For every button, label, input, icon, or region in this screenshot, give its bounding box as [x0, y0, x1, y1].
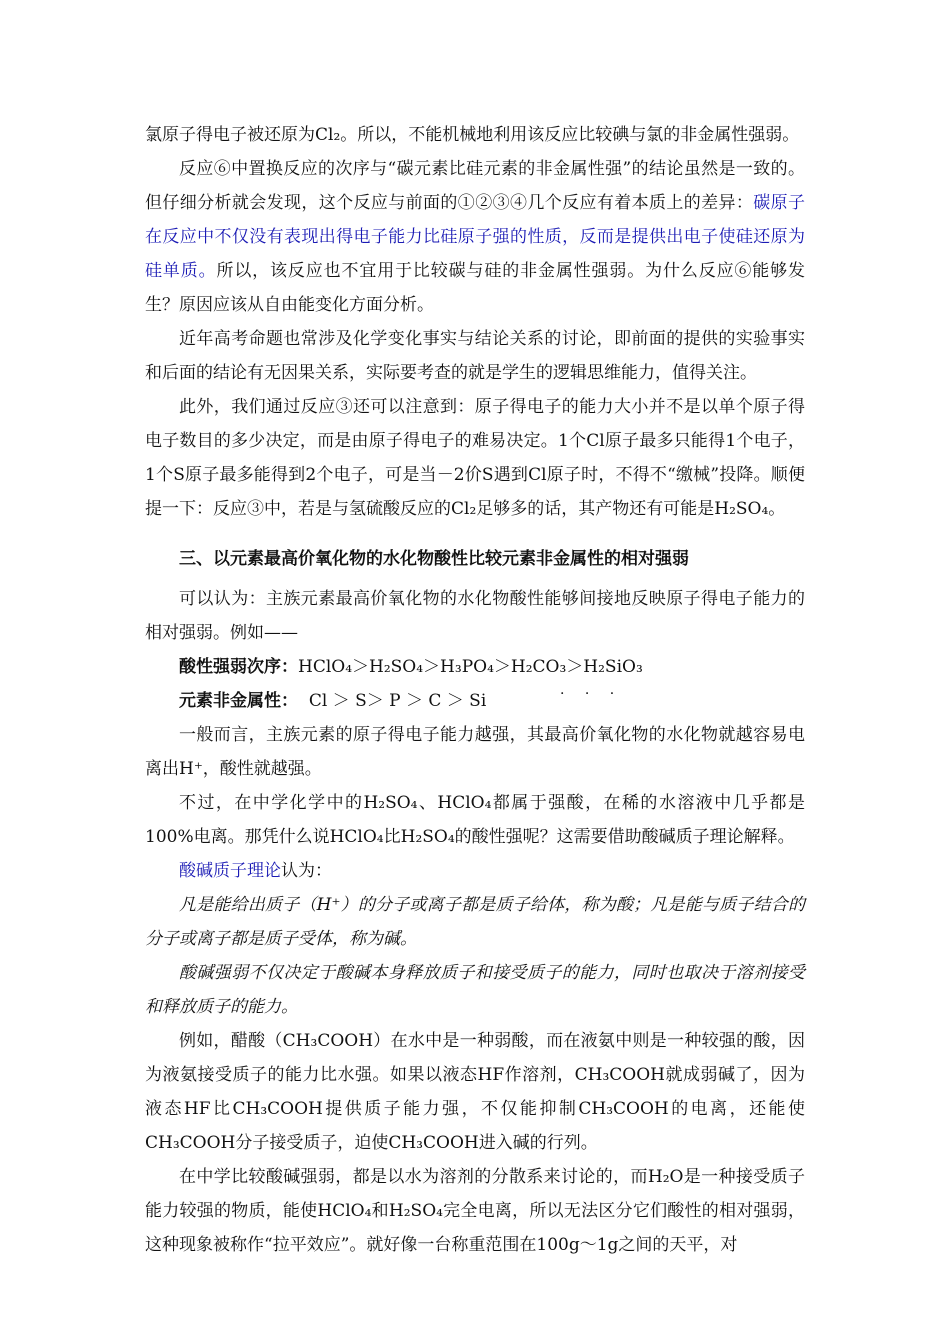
paragraph: [145, 854, 805, 888]
acid-order-row: [145, 650, 805, 684]
emphasis-dots: · · ·: [560, 686, 623, 702]
text-run: 认为：: [281, 861, 332, 881]
paragraph: 可以认为：主族元素最高价氧化物的水化物酸性能够间接地反映原子得电子能力的相对强弱。例如——: [145, 589, 805, 643]
theory-label: 酸碱质子理论: [179, 861, 281, 881]
paragraph: 一般而言，主族元素的原子得电子能力越强，其最高价氧化物的水化物就越容易电离出H⁺，酸性就越强。: [145, 725, 805, 779]
paragraph: [145, 152, 805, 322]
section-heading: 三、以元素最高价氧化物的水化物酸性比较元素非金属性的相对强弱: [179, 549, 689, 569]
paragraph: 例如，醋酸（CH₃COOH）在水中是一种弱酸，而在液氨中则是一种较强的酸，因为液氨接受质子的能力比水强。如果以液态HF作溶剂，CH₃COOH就成弱碱了，因为液态HF比CH₃COOH提供质子能力强，不仅能抑制CH₃COOH的电离，还能使CH₃COOH分子接受质子，迫使CH₃COOH进入碱的行列。: [145, 1031, 805, 1153]
acid-order-label: 酸性强弱次序：: [179, 657, 298, 677]
paragraph: 此外，我们通过反应③还可以注意到：原子得电子的能力大小并不是以单个原子得电子数目的多少决定，而是由原子得电子的难易决定。1个Cl原子最多只能得1个电子，1个S原子最多能得到2个电子，可是当－2价S遇到Cl原子时，不得不“缴械”投降。顺便提一下：反应③中，若是与氢硫酸反应的Cl₂足够多的话，其产物还有可能是H₂SO₄。: [145, 397, 805, 519]
paragraph: 在中学比较酸碱强弱，都是以水为溶剂的分散系来讨论的，而H₂O是一种接受质子能力较强的物质，能使HClO₄和H₂SO₄完全电离，所以无法区分它们酸性的相对强弱，这种现象被称作“拉平效应”。就好像一台称重范围在100g～1g之间的天平，对: [145, 1167, 805, 1255]
text-run: 反应⑥中置换反应的次序与“碳元素比硅元素的非金属性强”的结论虽然是一致的。但仔细分析就会发现，这个反应与前面的①②③④几个反应有着本质上的差异：: [145, 159, 805, 213]
text-column: [145, 118, 805, 1262]
nonmetal-order-value: Cl ＞ S＞ P ＞ C ＞ Si: [308, 691, 487, 711]
paragraph: 近年高考命题也常涉及化学变化事实与结论关系的讨论，即前面的提供的实验事实和后面的结论有无因果关系，实际要考查的就是学生的逻辑思维能力，值得关注。: [145, 329, 805, 383]
quoted-definition: 酸碱强弱不仅决定于酸碱本身释放质子和接受质子的能力，同时也取决于溶剂接受和释放质子的能力。: [145, 963, 805, 1017]
text-run: 所以，该反应也不宜用于比较碳与硅的非金属性强弱。为什么反应⑥能够发生？原因应该从自由能变化方面分析。: [145, 261, 806, 315]
quoted-definition: 凡是能给出质子（H⁺）的分子或离子都是质子给体，称为酸；凡是能与质子结合的分子或离子都是质子受体，称为碱。: [145, 895, 805, 949]
emphasized-text: 碳原子在反应中不仅没有表现出得电子能力比硅原子强的性质，反而是提供出电子使硅还原为硅单质。: [145, 193, 806, 281]
nonmetal-order-row: [145, 684, 805, 718]
paragraph: 氯原子得电子被还原为Cl₂。所以，不能机械地利用该反应比较碘与氯的非金属性强弱。: [145, 125, 800, 145]
paragraph: 不过，在中学化学中的H₂SO₄、HClO₄都属于强酸，在稀的水溶液中几乎都是100%电离。那凭什么说HClO₄比H₂SO₄的酸性强呢？这需要借助酸碱质子理论解释。: [145, 793, 805, 847]
nonmetal-order-label: 元素非金属性：: [179, 691, 298, 711]
acid-order-value: HClO₄＞H₂SO₄＞H₃PO₄＞H₂CO₃＞H₂SiO₃: [298, 657, 643, 677]
